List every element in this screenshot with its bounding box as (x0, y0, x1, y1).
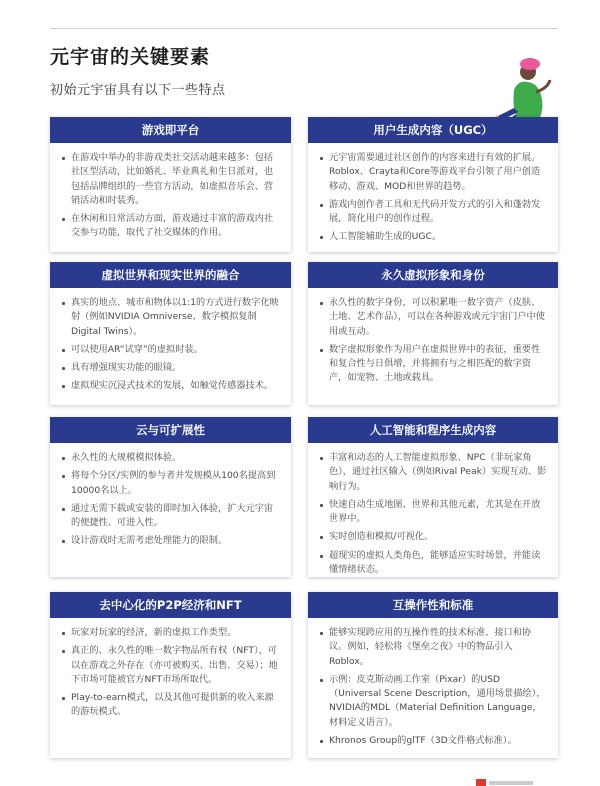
card-persistent-identity (308, 262, 558, 405)
card-virtual-real-fusion (50, 262, 291, 405)
list-item: 可以使用AR“试穿”的虚拟时装。 (62, 343, 281, 357)
card-heading: 互操作性和标准 (308, 592, 558, 618)
list-item: 在休闲和日常活动方面，游戏通过丰富的游戏内社交参与功能，取代了社交媒体的作用。 (62, 212, 281, 241)
list-item: 永久性的大规模模拟体验。 (62, 451, 281, 465)
top-divider (50, 28, 558, 29)
page-subtitle: 初始元宇宙具有以下一些特点 (50, 83, 226, 98)
card-heading: 人工智能和程序生成内容 (308, 417, 558, 443)
card-ugc (308, 117, 558, 252)
list-item: 设计游戏时无需考虑处理能力的限制。 (62, 534, 281, 548)
list-item: 永久性的数字身份，可以积累唯一数字资产（皮肤、土地、艺术作品），可以在各种游戏或元宇宙门户中使用或互动。 (320, 296, 548, 339)
list-item: 具有增强现实功能的眼镜。 (62, 361, 281, 375)
list-item: 丰富和动态的人工智能虚拟形象、NPC（非玩家角色），通过社区输入（例如Rival Peak）实现互动、影响行为。 (320, 451, 548, 494)
card-heading: 云与可扩展性 (50, 417, 291, 443)
list-item: Play-to-earn模式，以及其他可提供新的收入来源的游玩模式。 (62, 691, 281, 720)
list-item: 将每个分区/实例的参与者并发规模从100名提高到10000名以上。 (62, 469, 281, 498)
list-item: 虚拟现实沉浸式技术的发展，如触觉传感器技术。 (62, 379, 281, 393)
card-heading: 虚拟世界和现实世界的融合 (50, 262, 291, 288)
list-item: 示例：皮克斯动画工作室（Pixar）的USD（Universal Scene Description，通用场景描绘），NVIDIA的MDL（Material Definition Language，材料定义语言）。 (320, 673, 548, 730)
card-interoperability (308, 592, 558, 758)
list-item: 玩家对玩家的经济，新的虚拟工作类型。 (62, 626, 281, 640)
page-title: 元宇宙的关键要素 (50, 46, 211, 68)
card-heading: 去中心化的P2P经济和NFT (50, 592, 291, 618)
card-decentralized-economy (50, 592, 291, 758)
card-heading: 用户生成内容（UGC） (308, 117, 558, 143)
list-item: 人工智能辅助生成的UGC。 (320, 230, 548, 244)
watermark-logo-icon (476, 778, 536, 786)
card-ai-procedural (308, 417, 558, 577)
list-item: 真正的、永久性的唯一数字物品所有权（NFT），可以在游戏之外存在（亦可被购买、出售、交易）；地下市场可能被官方NFT市场所取代。 (62, 644, 281, 687)
list-item: 超现实的虚拟人类角色，能够适应实时场景，并能读懂情绪状态。 (320, 549, 548, 578)
list-item: 快速自动生成地图、世界和其他元素，尤其是在开放世界中。 (320, 498, 548, 527)
list-item: 通过无需下载或安装的即时加入体验，扩大元宇宙的便捷性、可进入性。 (62, 502, 281, 531)
list-item: Khronos Group的glTF（3D文件格式标准）。 (320, 734, 548, 748)
list-item: 能够实现跨应用的互操作性的技术标准、接口和协议。例如，轻松将《堡垒之夜》中的物品引入Roblox。 (320, 626, 548, 669)
card-heading: 永久虚拟形象和身份 (308, 262, 558, 288)
card-cloud-scalability (50, 417, 291, 577)
list-item: 实时创造和模拟/可视化。 (320, 530, 548, 544)
card-heading: 游戏即平台 (50, 117, 291, 143)
list-item: 在游戏中举办的非游戏类社交活动越来越多：包括社区型活动，比如婚礼、毕业典礼和生日派对，也包括品牌组织的一些官方活动，如虚拟音乐会、营销活动和时装秀。 (62, 151, 281, 208)
list-item: 元宇宙需要通过社区创作的内容来进行有效的扩展。Roblox、Crayta和Core等游戏平台引领了用户创造移动、游戏、MOD和世界的趋势。 (320, 151, 548, 194)
list-item: 数字虚拟形象作为用户在虚拟世界中的表征，重要性和复合性与日俱增，并将拥有与之相匹配的数字资产，如宠物、土地或载具。 (320, 343, 548, 386)
card-game-as-platform (50, 117, 291, 252)
list-item: 真实的地点、城市和物体以1:1的方式进行数字化映射（例如NVIDIA Omniverse、数字模拟复制Digital Twins）。 (62, 296, 281, 339)
list-item: 游戏内创作者工具和无代码开发方式的引入和蓬勃发展，简化用户的创作过程。 (320, 198, 548, 227)
